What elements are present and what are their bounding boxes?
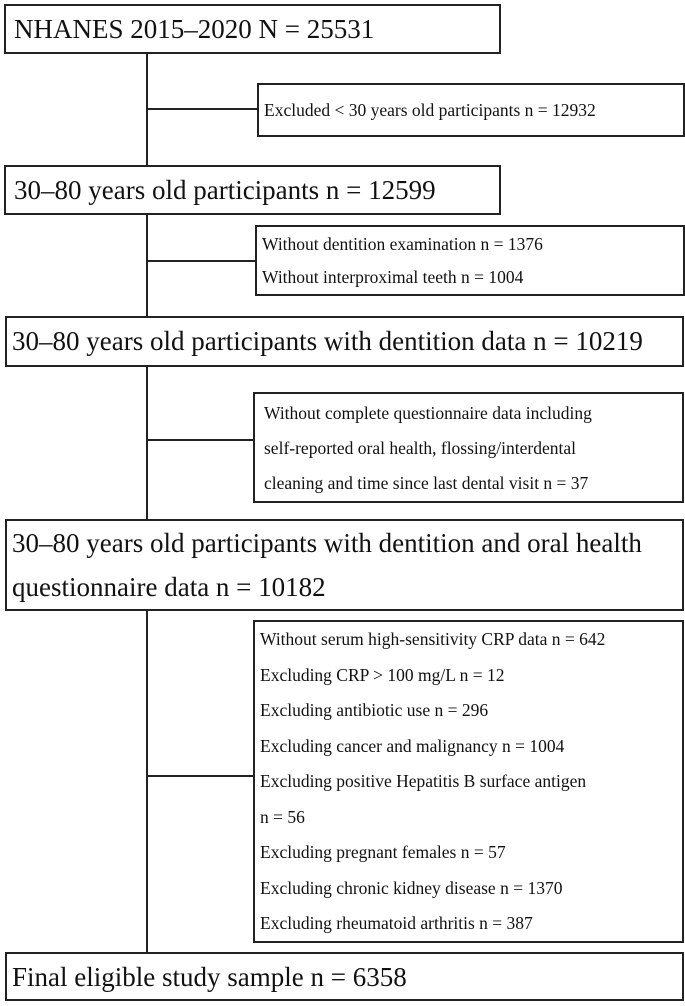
- step-box-nhanes-total: [4, 4, 501, 54]
- step-label: NHANES 2015–2020 N = 25531: [14, 14, 375, 44]
- step-box-age-30-80: [4, 165, 501, 215]
- exclusion-line: Without interproximal teeth n = 1004: [262, 267, 524, 287]
- connector-exclusion-4: [146, 775, 254, 777]
- exclusion-line: Excluding CRP > 100 mg/L n = 12: [260, 664, 505, 685]
- step-label: Final eligible study sample n = 6358: [12, 962, 407, 992]
- connector-exclusion-3: [146, 439, 254, 441]
- step-label-line: 30–80 years old participants with dentition and oral health: [12, 528, 642, 558]
- step-box-dentition-data: [5, 316, 684, 367]
- exclusion-box-dentition: [255, 225, 685, 296]
- exclusion-line: Excluding chronic kidney disease n = 1370: [260, 877, 563, 898]
- connector-exclusion-2: [146, 260, 256, 262]
- exclusion-box-clinical: [253, 620, 684, 943]
- exclusion-box-age: [257, 83, 685, 137]
- exclusion-line: self-reported oral health, flossing/interdental: [264, 438, 576, 458]
- exclusion-line: n = 56: [260, 806, 305, 827]
- connector-exclusion-1: [146, 108, 258, 110]
- exclusion-line: Excluding antibiotic use n = 296: [260, 700, 489, 720]
- exclusion-line: cleaning and time since last dental visit n = 37: [264, 473, 589, 493]
- exclusion-line: Excluding positive Hepatitis B surface antigen: [260, 771, 587, 791]
- exclusion-line: Excluding pregnant females n = 57: [260, 842, 506, 862]
- step-label: 30–80 years old participants n = 12599: [14, 175, 436, 205]
- exclusion-line: Excluding rheumatoid arthritis n = 387: [260, 913, 533, 933]
- exclusion-line: Excluding cancer and malignancy n = 1004: [260, 735, 565, 756]
- exclusion-line: Excluded < 30 years old participants n = 12932: [264, 100, 596, 120]
- exclusion-box-questionnaire: [253, 392, 684, 503]
- step-box-oral-health-questionnaire: [5, 519, 684, 611]
- step-label: 30–80 years old participants with dentition data n = 10219: [12, 326, 643, 356]
- exclusion-line: Without dentition examination n = 1376: [262, 234, 543, 254]
- step-label-line: questionnaire data n = 10182: [12, 572, 326, 602]
- exclusion-line: Without serum high-sensitivity CRP data n = 642: [260, 629, 606, 649]
- step-box-final-sample: [5, 952, 684, 1001]
- exclusion-line: Without complete questionnaire data including: [264, 403, 592, 423]
